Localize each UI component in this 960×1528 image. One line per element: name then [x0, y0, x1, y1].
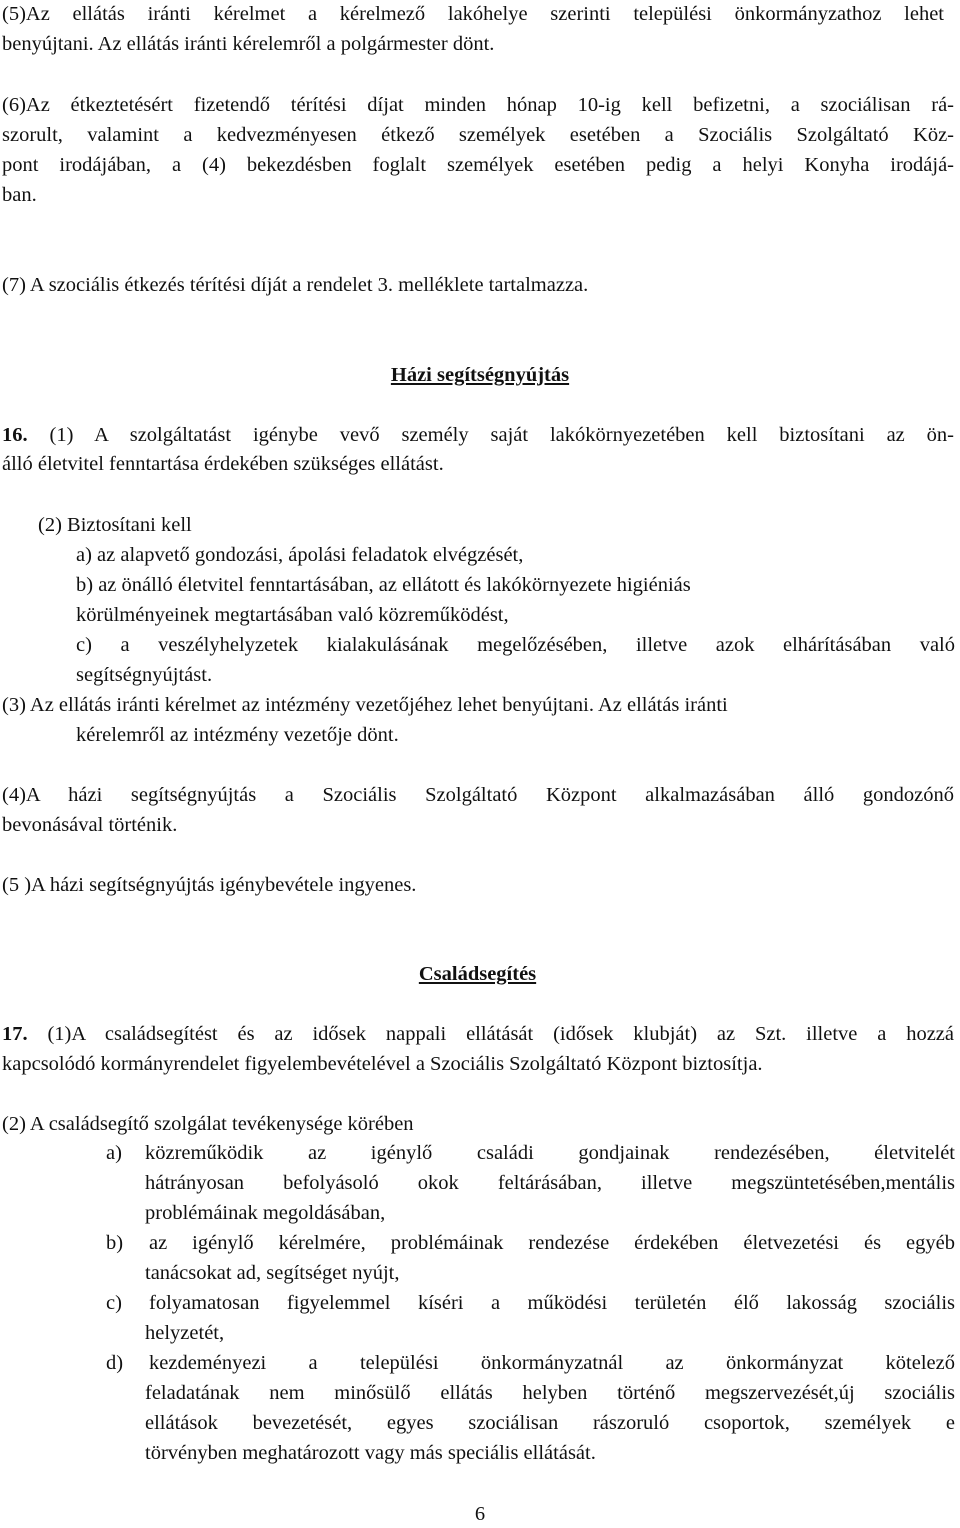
section-16-4-line-2: bevonásával történik.	[2, 814, 178, 836]
section-16-line-2: álló életvitel fenntartása érdekében szükséges ellátást.	[2, 453, 444, 475]
section-16-text: (1) A szolgáltatást igénybe vevő személy saját lakókörnyezetében kell biztosítani az ön-	[27, 424, 954, 446]
paragraph-6-line-4: ban.	[2, 184, 37, 206]
list-item-label-c: c)	[106, 1292, 122, 1314]
section-heading-hazi-segitsegnyujtas: Házi segítségnyújtás	[390, 364, 570, 386]
section-16-5: (5 )A házi segítségnyújtás igénybevétele ingyenes.	[2, 874, 417, 896]
section-17-text: (1)A családsegítést és az idősek nappali ellátását (idősek klubját) az Szt. illetve a hozzá	[27, 1023, 954, 1045]
section-16-line-1	[2, 421, 954, 449]
section-16-2-item-a: a) az alapvető gondozási, ápolási feladatok elvégzését,	[76, 544, 524, 566]
section-17-2-intro: (2) A családsegítő szolgálat tevékenysége körében	[2, 1113, 414, 1135]
list-item-b-line-2: tanácsokat ad, segítséget nyújt,	[145, 1262, 400, 1284]
section-16-3-line-1: (3) Az ellátás iránti kérelmet az intézmény vezetőjéhez lehet benyújtani. Az ellátás iránti	[2, 694, 728, 716]
list-item-c-line-2: helyzetét,	[145, 1322, 225, 1344]
section-16-3-line-2: kérelemről az intézmény vezetője dönt.	[76, 724, 399, 746]
list-item-d-line-4: törvényben meghatározott vagy más speciális ellátását.	[145, 1442, 596, 1464]
list-item-a-line-3: problémáinak megoldásában,	[145, 1202, 386, 1224]
paragraph-6-line-3: pont irodájában, a (4) bekezdésben foglalt személyek esetében pedig a helyi Konyha irodájá-	[2, 154, 954, 176]
section-16-2-item-b-line-2: körülményeinek megtartásában való közreműködést,	[76, 604, 509, 626]
paragraph-5-line-2: benyújtani. Az ellátás iránti kérelemről a polgármester dönt.	[2, 33, 495, 55]
paragraph-5-line-1: (5)Az ellátás iránti kérelmet a kérelmező lakóhelye szerinti települési önkormányzathoz lehet	[2, 3, 944, 25]
section-17-line-2: kapcsolódó kormányrendelet figyelembevételével a Szociális Szolgáltató Központ biztosítja.	[2, 1053, 763, 1075]
section-number: 16.	[2, 424, 28, 446]
list-item-c-line-1: folyamatosan figyelemmel kíséri a működési területén élő lakosság szociális	[149, 1292, 955, 1314]
list-item-a-line-2: hátrányosan befolyásoló okok feltárásában, illetve megszüntetésében,mentális	[145, 1172, 955, 1194]
section-16-2-intro: (2) Biztosítani kell	[38, 514, 192, 536]
list-item-a-line-1: közreműködik az igénylő családi gondjainak rendezésében, életvitelét	[145, 1142, 955, 1164]
section-16-4-line-1: (4)A házi segítségnyújtás a Szociális Szolgáltató Központ alkalmazásában álló gondozónő	[2, 784, 954, 806]
paragraph-6-line-1: (6)Az étkeztetésért fizetendő térítési díjat minden hónap 10-ig kell befizetni, a szociálisan rá-	[2, 94, 954, 116]
section-heading-csaladsegites: Családsegítés	[418, 963, 537, 985]
list-item-label-d: d)	[106, 1352, 124, 1374]
list-item-label-b: b)	[106, 1232, 124, 1254]
list-item-d-line-3: ellátások bevezetését, egyes szociálisan rászoruló csoportok, személyek e	[145, 1412, 955, 1434]
list-item-label-a: a)	[106, 1142, 122, 1164]
page-number: 6	[474, 1503, 486, 1525]
section-17-line-1	[2, 1020, 954, 1048]
section-number: 17.	[2, 1023, 28, 1045]
section-16-2-item-b-line-1: b) az önálló életvitel fenntartásában, az ellátott és lakókörnyezete higiéniás	[76, 574, 691, 596]
list-item-d-line-2: feladatának nem minősülő ellátás helyben történő megszervezését,új szociális	[145, 1382, 955, 1404]
paragraph-7: (7) A szociális étkezés térítési díját a rendelet 3. melléklete tartalmazza.	[2, 274, 589, 296]
section-16-2-item-c-line-1: c) a veszélyhelyzetek kialakulásának megelőzésében, illetve azok elhárításában való	[76, 634, 955, 656]
paragraph-6-line-2: szorult, valamint a kedvezményesen étkező személyek esetében a Szociális Szolgáltató Köz-	[2, 124, 954, 146]
list-item-b-line-1: az igénylő kérelmére, problémáinak rendezése érdekében életvezetési és egyéb	[149, 1232, 955, 1254]
section-16-2-item-c-line-2: segítségnyújtást.	[76, 664, 213, 686]
list-item-d-line-1: kezdeményezi a települési önkormányzatnál az önkormányzat kötelező	[149, 1352, 955, 1374]
